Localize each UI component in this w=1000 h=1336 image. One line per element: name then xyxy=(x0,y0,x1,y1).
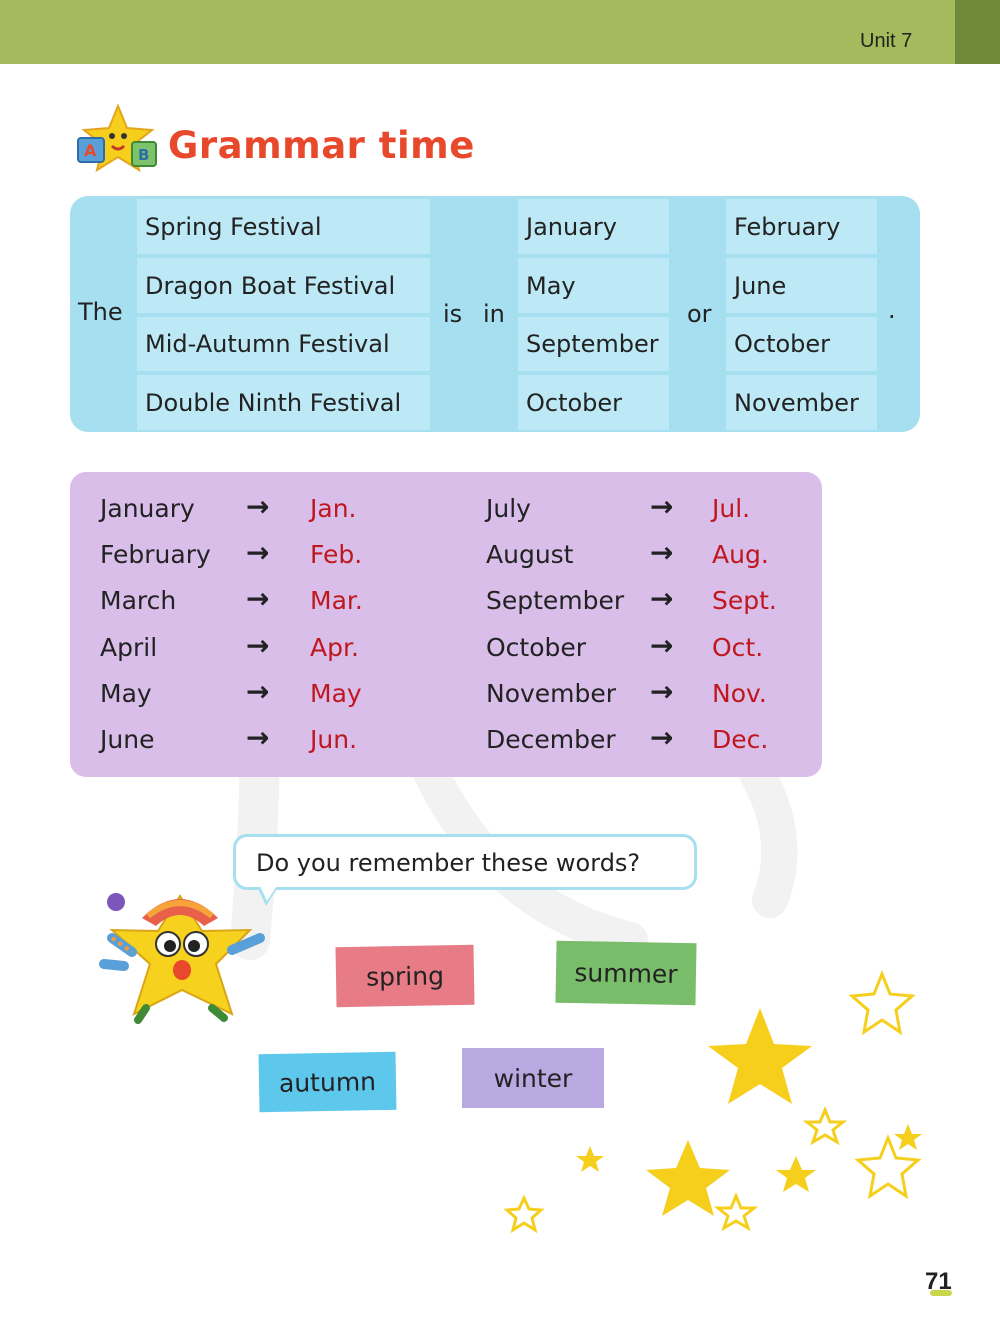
month-cell: June xyxy=(726,258,877,313)
month-name: October xyxy=(486,633,587,662)
month-name: June xyxy=(100,725,155,754)
list-item xyxy=(486,721,806,765)
month-abbreviation: Apr. xyxy=(310,633,359,662)
word-card-spring: spring xyxy=(335,945,474,1007)
festival-cell: Double Ninth Festival xyxy=(137,375,430,430)
grammar-table xyxy=(70,196,920,432)
month-abbreviation: May xyxy=(310,679,362,708)
month-name: September xyxy=(486,586,625,615)
month-abbreviation: Mar. xyxy=(310,586,363,615)
festival-cell: Spring Festival xyxy=(137,199,430,254)
star-outline-icon xyxy=(858,1138,918,1196)
arrow-icon: → xyxy=(246,629,270,662)
list-item xyxy=(486,490,806,534)
arrow-icon: → xyxy=(246,582,270,615)
month-name: January xyxy=(100,494,195,523)
month-name: December xyxy=(486,725,616,754)
grammar-period: . xyxy=(888,296,896,324)
arrow-icon: → xyxy=(650,490,674,523)
list-item xyxy=(486,536,806,580)
star-outline-icon xyxy=(807,1110,843,1142)
page-number: 71 xyxy=(925,1268,952,1295)
list-item xyxy=(486,675,806,719)
svg-text:A: A xyxy=(84,141,97,160)
list-item xyxy=(100,629,430,673)
arrow-icon: → xyxy=(246,490,270,523)
month-name: August xyxy=(486,540,574,569)
month-name: November xyxy=(486,679,617,708)
month-cell: October xyxy=(726,317,877,371)
list-item xyxy=(100,536,430,580)
arrow-icon: → xyxy=(650,536,674,569)
grammar-in: in xyxy=(483,300,505,328)
speech-bubble-text: Do you remember these words? xyxy=(256,849,641,877)
month-cell: May xyxy=(518,258,669,313)
list-item xyxy=(100,582,430,626)
month-cell: September xyxy=(518,317,669,371)
grammar-is: is xyxy=(443,300,463,328)
list-item xyxy=(100,490,430,534)
section-title xyxy=(76,104,496,180)
arrow-icon: → xyxy=(650,721,674,754)
month-abbreviation: Oct. xyxy=(712,633,764,662)
page-title: Grammar time xyxy=(168,124,475,167)
month-name: April xyxy=(100,633,158,662)
unit-label: Unit 7 xyxy=(860,30,913,52)
star-icon xyxy=(894,1124,922,1150)
star-mascot-icon xyxy=(92,886,272,1026)
word-card-winter: winter xyxy=(462,1048,604,1108)
star-icon xyxy=(708,1008,812,1104)
word-card-autumn: autumn xyxy=(259,1052,397,1112)
festival-cell: Dragon Boat Festival xyxy=(137,258,430,313)
header-bar-accent xyxy=(955,0,1000,64)
star-icon xyxy=(776,1156,816,1192)
month-abbreviation: Feb. xyxy=(310,540,363,569)
star-outline-icon xyxy=(852,974,912,1032)
abc-star-icon xyxy=(76,104,160,174)
month-abbreviation: Jun. xyxy=(310,725,358,754)
word-card-summer: summer xyxy=(555,941,696,1005)
month-cell: October xyxy=(518,375,669,430)
month-abbreviation: Sept. xyxy=(712,586,777,615)
arrow-icon: → xyxy=(246,721,270,754)
star-outline-icon xyxy=(718,1196,754,1228)
header-bar xyxy=(0,0,955,64)
month-cell: January xyxy=(518,199,669,254)
grammar-or: or xyxy=(687,300,712,328)
decorative-stars xyxy=(560,970,940,1250)
grammar-subject: The xyxy=(78,298,123,326)
list-item xyxy=(100,721,430,765)
month-cell: February xyxy=(726,199,877,254)
month-abbreviation: Aug. xyxy=(712,540,769,569)
list-item xyxy=(486,582,806,626)
star-outline-icon xyxy=(504,1194,544,1234)
month-abbreviation: Jul. xyxy=(712,494,751,523)
festival-cell: Mid-Autumn Festival xyxy=(137,317,430,371)
arrow-icon: → xyxy=(246,675,270,708)
star-icon xyxy=(646,1140,730,1216)
month-name: May xyxy=(100,679,152,708)
speech-bubble xyxy=(233,834,697,890)
star-icon xyxy=(576,1146,604,1172)
month-name: July xyxy=(486,494,531,523)
month-abbreviation: Nov. xyxy=(712,679,767,708)
month-name: March xyxy=(100,586,177,615)
svg-text:B: B xyxy=(138,146,150,164)
list-item xyxy=(486,629,806,673)
month-abbreviation: Dec. xyxy=(712,725,769,754)
arrow-icon: → xyxy=(650,582,674,615)
month-cell: November xyxy=(726,375,877,430)
month-name: February xyxy=(100,540,211,569)
arrow-icon: → xyxy=(650,629,674,662)
arrow-icon: → xyxy=(246,536,270,569)
list-item xyxy=(100,675,430,719)
month-abbreviations-box xyxy=(70,472,822,777)
arrow-icon: → xyxy=(650,675,674,708)
month-abbreviation: Jan. xyxy=(310,494,357,523)
